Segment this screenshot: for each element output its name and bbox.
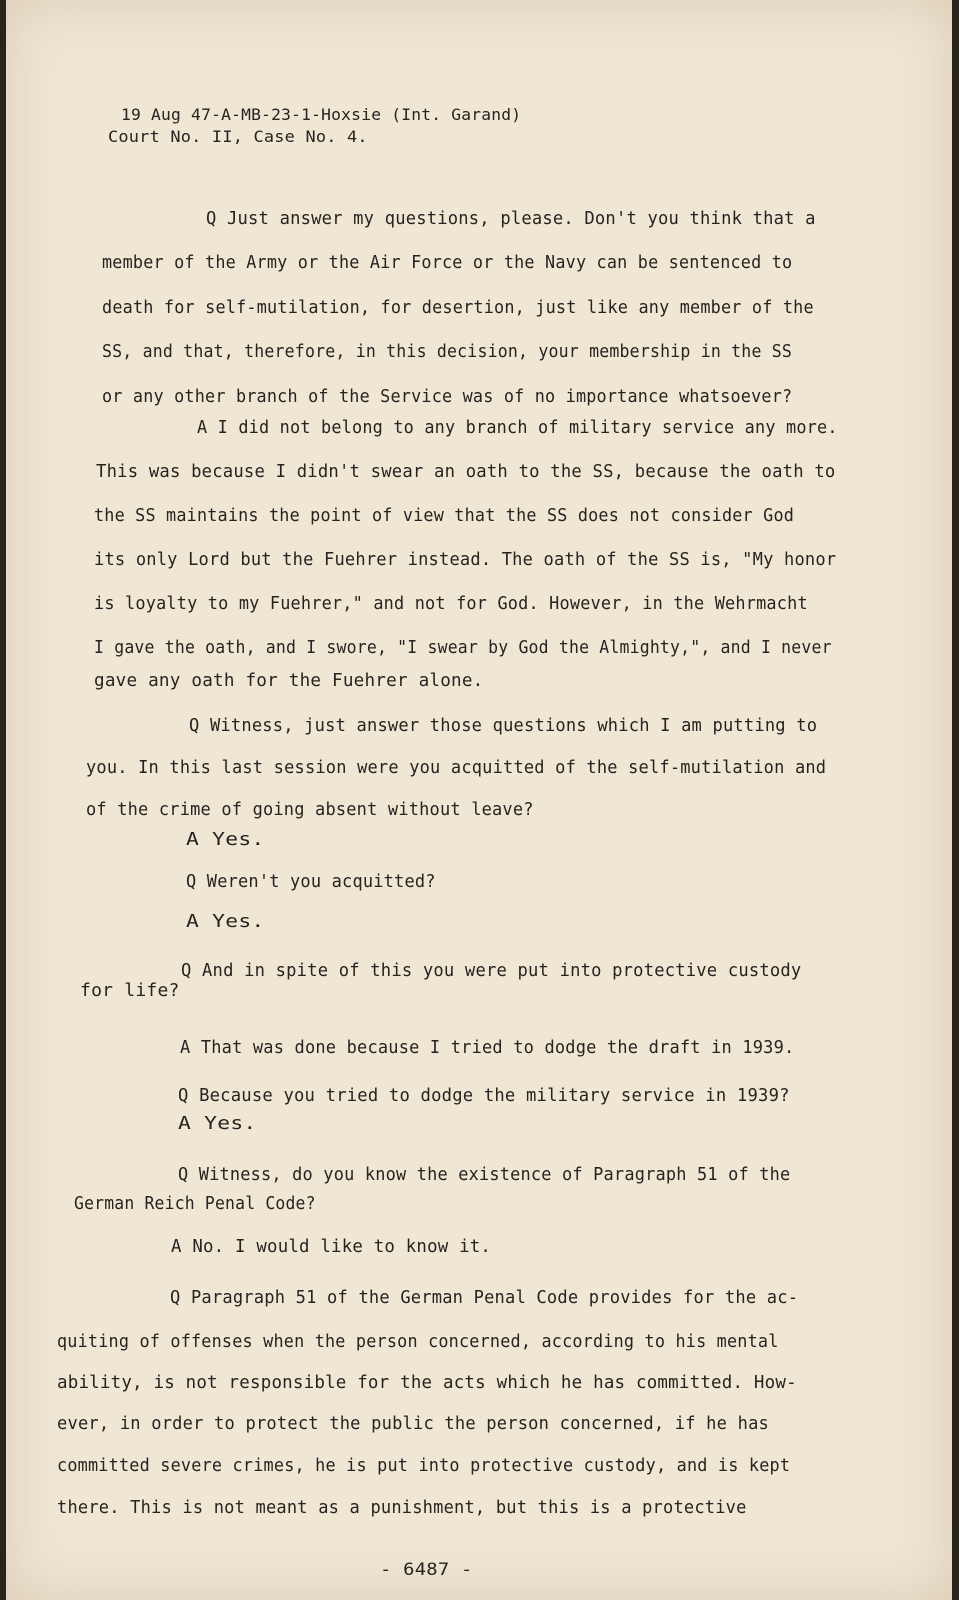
transcript-line: I gave the oath, and I swore, "I swear by God the Almighty,", and I never <box>94 638 832 658</box>
document-page <box>6 0 952 1600</box>
transcript-line: you. In this last session were you acquitted of the self-mutilation and <box>86 758 827 778</box>
transcript-line: This was because I didn't swear an oath to the SS, because the oath to <box>96 462 836 482</box>
transcript-line: A Yes. <box>186 830 265 850</box>
transcript-line: German Reich Penal Code? <box>74 1194 316 1214</box>
transcript-line: A Yes. <box>186 912 265 932</box>
header-line: Court No. II, Case No. 4. <box>108 127 368 146</box>
transcript-line: Q And in spite of this you were put into protective custody <box>181 961 802 981</box>
transcript-line: ever, in order to protect the public the person concerned, if he has <box>57 1414 770 1434</box>
transcript-line: Q Witness, do you know the existence of Paragraph 51 of the <box>178 1165 791 1185</box>
transcript-line: A Yes. <box>178 1114 257 1134</box>
transcript-line: death for self-mutilation, for desertion, just like any member of the <box>102 298 814 318</box>
transcript-line: Q Weren't you acquitted? <box>186 872 436 892</box>
transcript-line: Q Paragraph 51 of the German Penal Code provides for the ac- <box>170 1288 799 1308</box>
transcript-line: the SS maintains the point of view that the SS does not consider God <box>94 506 795 526</box>
transcript-line: member of the Army or the Air Force or the Navy can be sentenced to <box>102 253 793 273</box>
transcript-line: or any other branch of the Service was of no importance whatsoever? <box>102 387 793 407</box>
transcript-line: there. This is not meant as a punishment, but this is a protective <box>57 1498 747 1518</box>
transcript-line: for life? <box>80 981 180 1001</box>
transcript-line: ability, is not responsible for the acts which he has committed. How- <box>57 1373 797 1393</box>
transcript-line: A That was done because I tried to dodge the draft in 1939. <box>180 1038 795 1058</box>
transcript-line: Q Because you tried to dodge the military service in 1939? <box>178 1086 790 1106</box>
transcript-line: quiting of offenses when the person concerned, according to his mental <box>57 1332 779 1352</box>
transcript-line: SS, and that, therefore, in this decision, your membership in the SS <box>102 342 793 362</box>
transcript-line: A I did not belong to any branch of military service any more. <box>197 418 838 438</box>
transcript-line: of the crime of going absent without leave? <box>86 800 534 820</box>
transcript-line: its only Lord but the Fuehrer instead. The oath of the SS is, "My honor <box>94 550 837 570</box>
transcript-line: Q Just answer my questions, please. Don't you think that a <box>206 209 816 229</box>
transcript-line: committed severe crimes, he is put into protective custody, and is kept <box>57 1456 791 1476</box>
transcript-line: gave any oath for the Fuehrer alone. <box>94 671 484 691</box>
transcript-line: is loyalty to my Fuehrer," and not for God. However, in the Wehrmacht <box>94 594 808 614</box>
page-number: - 6487 - <box>380 1560 473 1580</box>
header-line: 19 Aug 47-A-MB-23-1-Hoxsie (Int. Garand) <box>121 105 522 124</box>
transcript-line: A No. I would like to know it. <box>171 1237 492 1257</box>
transcript-line: Q Witness, just answer those questions which I am putting to <box>189 716 818 736</box>
